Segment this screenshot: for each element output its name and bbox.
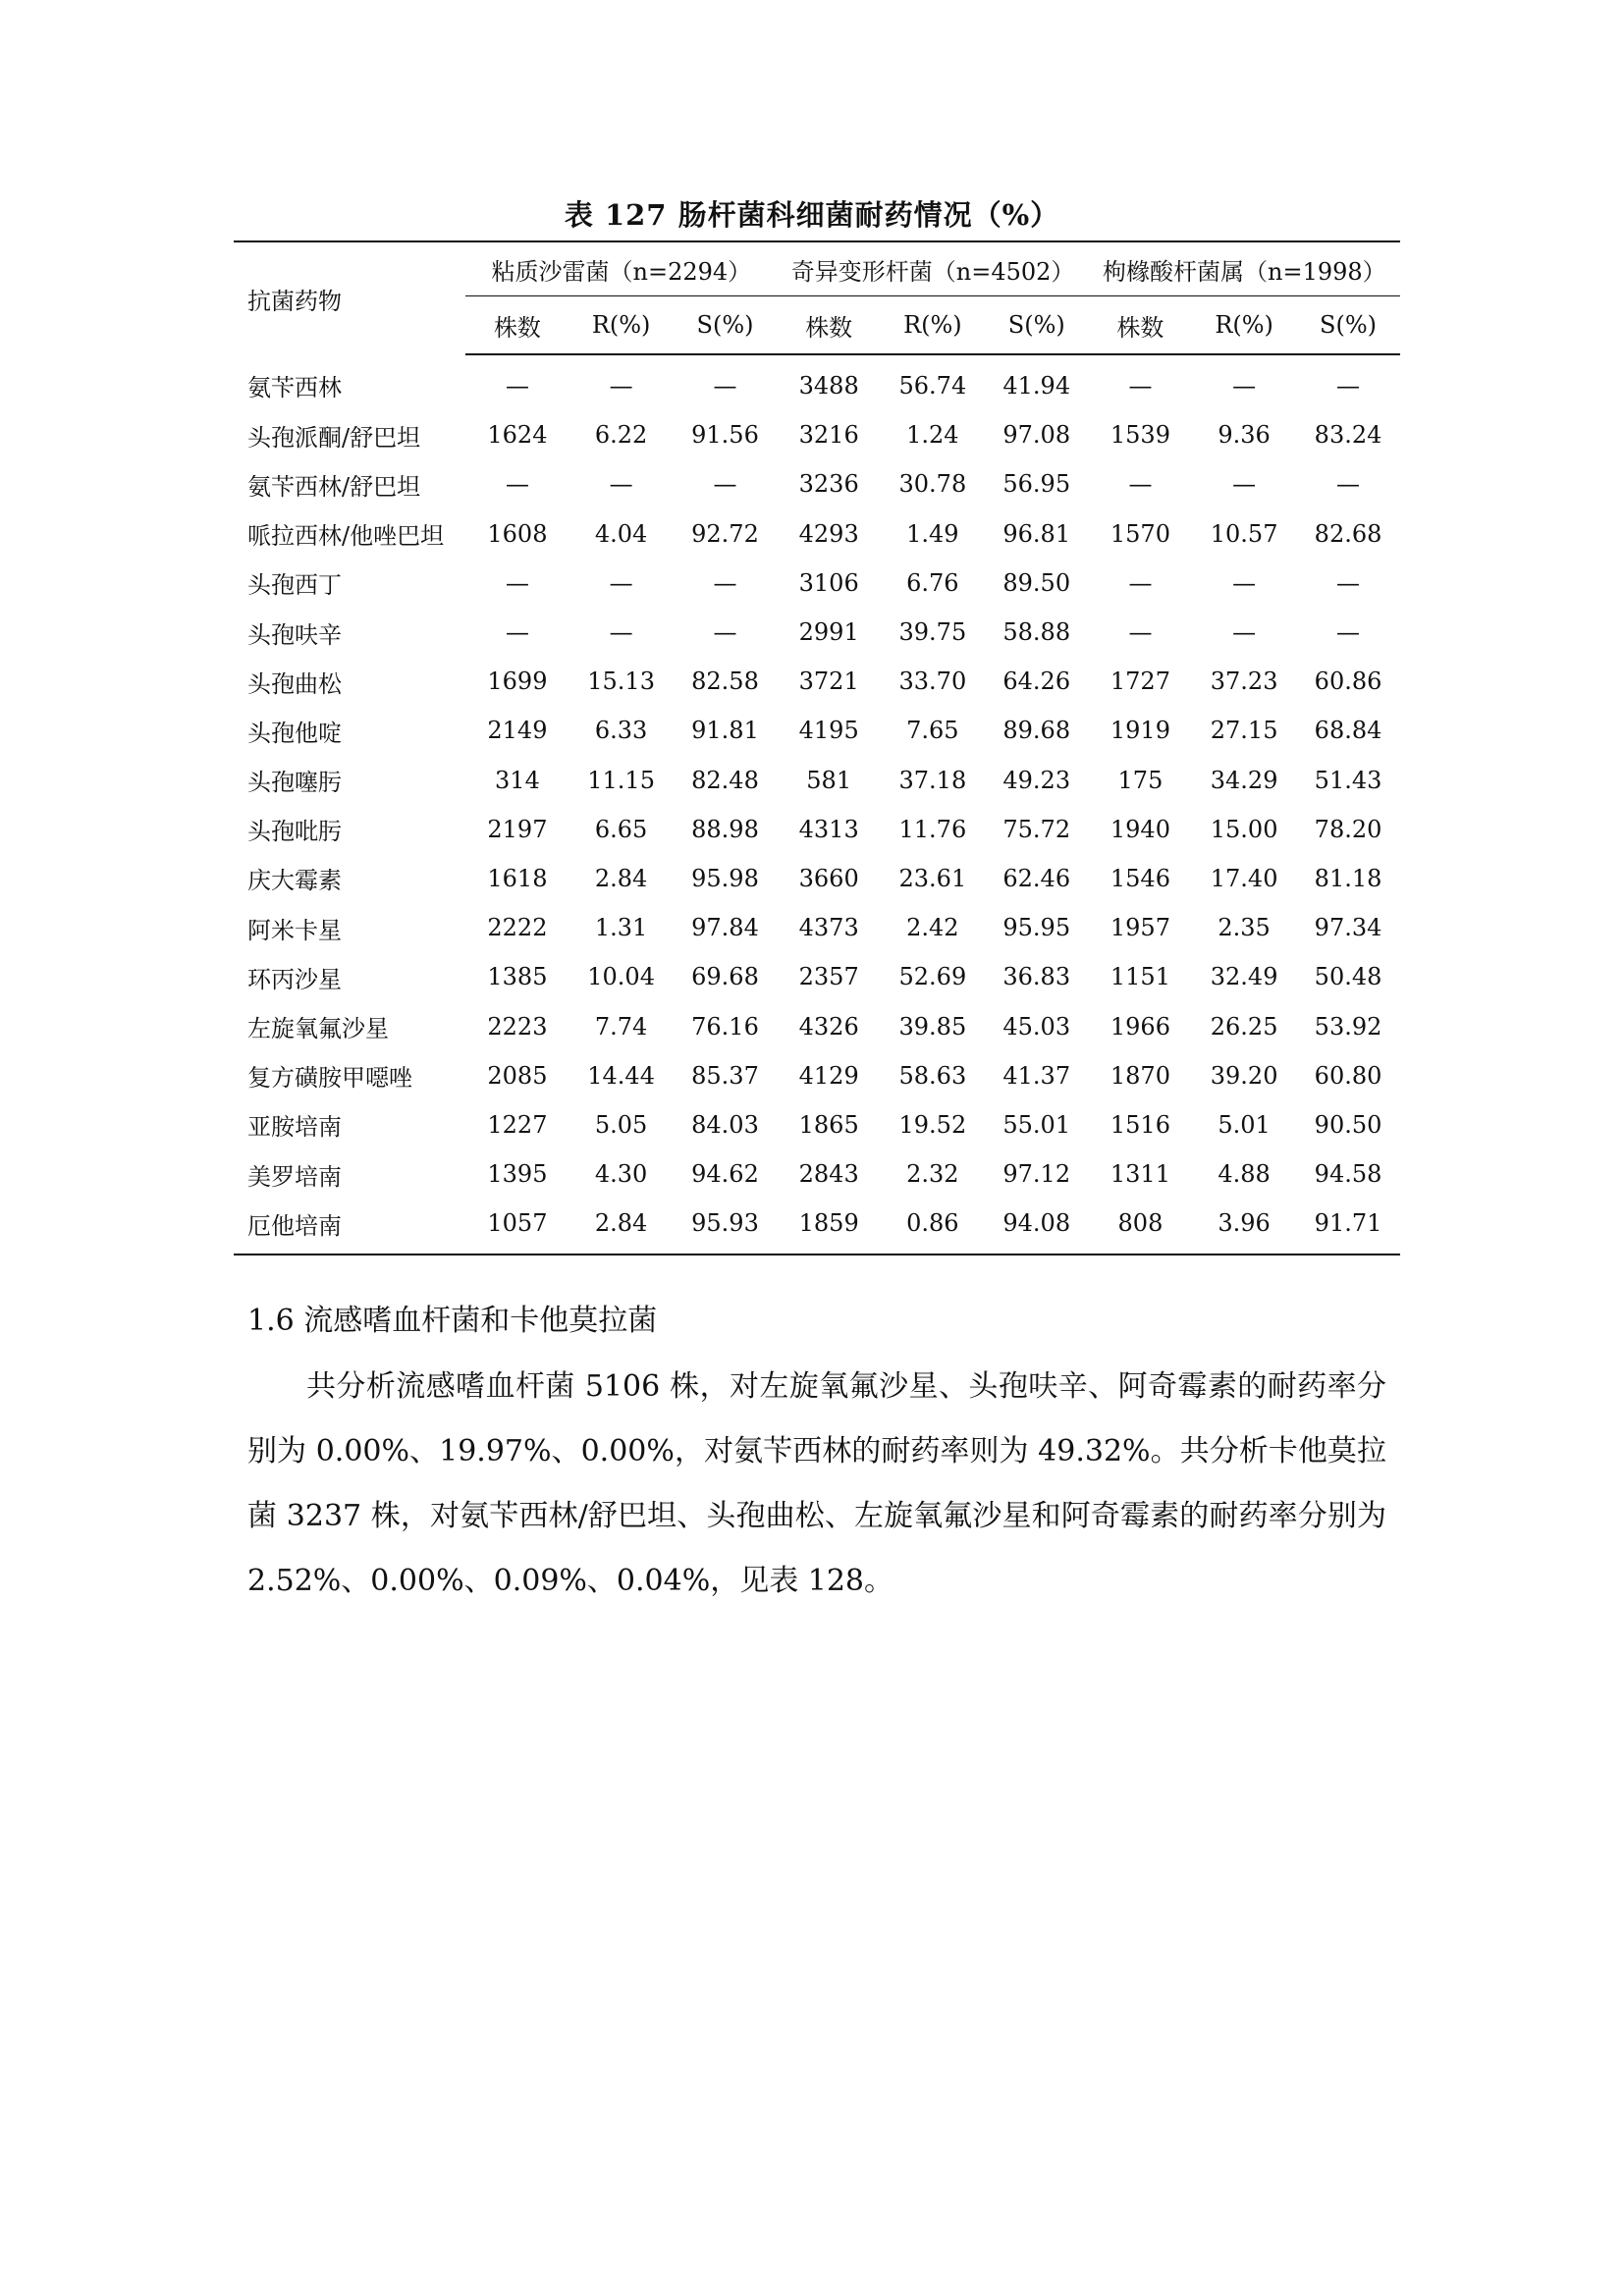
- table-cell: —: [505, 372, 529, 400]
- table-cell: 15.00: [1210, 815, 1278, 843]
- table-row: [234, 1051, 1400, 1100]
- table-cell: 76.16: [691, 1012, 759, 1041]
- table-cell: 1151: [1110, 963, 1170, 991]
- table-cell: —: [1336, 372, 1361, 400]
- table-row: [234, 410, 1400, 459]
- table-cell: 5.01: [1218, 1110, 1271, 1139]
- table-cell: —: [1232, 618, 1257, 647]
- table-cell: 58.63: [898, 1061, 967, 1090]
- table-cell: 49.23: [1002, 766, 1071, 794]
- table-cell: 2149: [487, 717, 548, 745]
- drug-name: 厄他培南: [234, 1199, 465, 1255]
- table-cell: 17.40: [1210, 864, 1278, 892]
- table-cell: 91.56: [691, 421, 759, 450]
- table-cell: 1.24: [906, 421, 959, 450]
- table-cell: 4.30: [594, 1160, 648, 1189]
- table-cell: 26.25: [1210, 1012, 1278, 1041]
- table-cell: 84.03: [691, 1110, 759, 1139]
- table-cell: —: [1336, 618, 1361, 647]
- table-cell: —: [505, 470, 529, 499]
- table-cell: 1385: [487, 963, 548, 991]
- table-cell: 4.88: [1218, 1160, 1271, 1189]
- sub-header: 株数: [465, 296, 568, 355]
- table-cell: 94.08: [985, 1199, 1089, 1255]
- table-cell: —: [1232, 372, 1257, 400]
- table-cell: 11.15: [587, 766, 655, 794]
- table-cell: —: [1336, 568, 1361, 597]
- table-cell: 6.33: [594, 717, 648, 745]
- drug-name: 复方磺胺甲噁唑: [247, 1064, 412, 1093]
- table-cell: 1.31: [594, 914, 648, 942]
- table-cell: 3721: [798, 667, 859, 696]
- table-cell: —: [609, 372, 633, 400]
- table-cell: 97.34: [1314, 914, 1382, 942]
- sub-header: R(%): [1192, 296, 1296, 355]
- table-row: [234, 608, 1400, 657]
- table-cell: 1727: [1110, 667, 1170, 696]
- table-cell: 1.49: [906, 519, 959, 548]
- resistance-table: [234, 240, 1400, 1255]
- table-cell: 33.70: [898, 667, 967, 696]
- sub-header: R(%): [569, 296, 674, 355]
- table-cell: 97.08: [1002, 421, 1071, 450]
- table-row: [234, 903, 1400, 952]
- drug-name: 头孢吡肟: [247, 818, 342, 846]
- table-cell: 14.44: [587, 1061, 655, 1090]
- table-cell: 4195: [798, 717, 859, 745]
- table-cell: 3.96: [1192, 1199, 1296, 1255]
- table-cell: 4293: [798, 519, 859, 548]
- table-cell: —: [1128, 470, 1153, 499]
- table-cell: 1919: [1110, 717, 1170, 745]
- table-cell: 95.93: [674, 1199, 778, 1255]
- table-cell: 85.37: [691, 1061, 759, 1090]
- table-cell: 2843: [798, 1160, 859, 1189]
- table-cell: 1618: [487, 864, 548, 892]
- table-cell: 34.29: [1210, 766, 1278, 794]
- table-cell: 5.05: [594, 1110, 648, 1139]
- table-cell: 39.75: [898, 618, 967, 647]
- table-cell: 1957: [1110, 914, 1170, 942]
- table-cell: 1624: [487, 421, 548, 450]
- table-cell: 1570: [1110, 519, 1170, 548]
- table-cell: 1311: [1110, 1160, 1170, 1189]
- table-cell: 3488: [798, 372, 859, 400]
- table-cell: —: [713, 470, 737, 499]
- table-cell: 2.84: [569, 1199, 674, 1255]
- table-cell: 39.20: [1210, 1061, 1278, 1090]
- table-cell: 6.76: [906, 568, 959, 597]
- table-cell: 81.18: [1314, 864, 1382, 892]
- table-row: [234, 706, 1400, 755]
- table-row: [234, 354, 1400, 410]
- group-header: 奇异变形杆菌（n=4502）: [777, 241, 1088, 296]
- table-cell: 97.84: [691, 914, 759, 942]
- table-cell: 58.88: [1002, 618, 1071, 647]
- table-cell: —: [505, 568, 529, 597]
- table-cell: 82.68: [1314, 519, 1382, 548]
- table-cell: —: [609, 470, 633, 499]
- table-cell: 1865: [798, 1110, 859, 1139]
- drug-name: 庆大霉素: [247, 867, 342, 895]
- table-cell: —: [1232, 470, 1257, 499]
- table-row: [234, 756, 1400, 805]
- sub-header: S(%): [985, 296, 1089, 355]
- table-cell: 1966: [1110, 1012, 1170, 1041]
- table-cell: 7.65: [906, 717, 959, 745]
- table-cell: 15.13: [587, 667, 655, 696]
- table-cell: 27.15: [1210, 717, 1278, 745]
- drug-name: 左旋氧氟沙星: [247, 1015, 389, 1043]
- table-cell: 60.86: [1314, 667, 1382, 696]
- drug-name: 头孢噻肟: [247, 769, 342, 797]
- table-cell: 62.46: [1002, 864, 1071, 892]
- group-header: 枸橼酸杆菌属（n=1998）: [1089, 241, 1400, 296]
- table-cell: 41.94: [1002, 372, 1071, 400]
- table-cell: 78.20: [1314, 815, 1382, 843]
- drug-name: 亚胺培南: [247, 1113, 342, 1142]
- table-cell: 64.26: [1002, 667, 1071, 696]
- table-cell: 82.48: [691, 766, 759, 794]
- table-cell: 6.65: [594, 815, 648, 843]
- table-cell: 95.98: [691, 864, 759, 892]
- table-cell: 91.71: [1296, 1199, 1400, 1255]
- table-cell: 2.32: [906, 1160, 959, 1189]
- table-cell: 56.74: [898, 372, 967, 400]
- table-cell: 41.37: [1002, 1061, 1071, 1090]
- table-row: [234, 1149, 1400, 1199]
- table-cell: 90.50: [1314, 1110, 1382, 1139]
- body-paragraph: 共分析流感嗜血杆菌 5106 株，对左旋氧氟沙星、头孢呋辛、阿奇霉素的耐药率分别为 0.00%、19.97%、0.00%，对氨苄西林的耐药率则为 49.32%。共分析卡他莫拉菌 3237 株，对氨苄西林/舒巴坦、头孢曲松、左旋氧氟沙星和阿奇霉素的耐药率分别为 2.52%、0.00%、0.09%、0.04%，见表 128。: [247, 1369, 1386, 1598]
- sub-header: 株数: [1089, 296, 1192, 355]
- table-cell: 175: [1117, 766, 1164, 794]
- table-cell: —: [1336, 470, 1361, 499]
- table-row: [234, 952, 1400, 1001]
- table-cell: 88.98: [691, 815, 759, 843]
- table-cell: 36.83: [1002, 963, 1071, 991]
- table-cell: 11.76: [898, 815, 967, 843]
- table-cell: 2.35: [1218, 914, 1271, 942]
- table-cell: 7.74: [594, 1012, 648, 1041]
- drug-name: 氨苄西林/舒巴坦: [247, 472, 421, 501]
- table-row: [234, 559, 1400, 608]
- table-cell: 91.81: [691, 717, 759, 745]
- table-cell: 45.03: [1002, 1012, 1071, 1041]
- drug-name: 哌拉西林/他唑巴坦: [247, 522, 445, 551]
- table-row: [234, 805, 1400, 854]
- table-cell: 19.52: [898, 1110, 967, 1139]
- table-row: [234, 1100, 1400, 1149]
- table-cell: 4129: [798, 1061, 859, 1090]
- table-cell: 4373: [798, 914, 859, 942]
- table-cell: 1870: [1110, 1061, 1170, 1090]
- table-cell: 6.22: [594, 421, 648, 450]
- table-cell: 52.69: [898, 963, 967, 991]
- table-cell: 2.84: [594, 864, 648, 892]
- table-cell: 0.86: [881, 1199, 985, 1255]
- drug-name: 头孢他啶: [247, 719, 342, 747]
- table-cell: 2197: [487, 815, 548, 843]
- table-cell: 4326: [798, 1012, 859, 1041]
- table-cell: 51.43: [1314, 766, 1382, 794]
- table-cell: 808: [1089, 1199, 1192, 1255]
- table-cell: 39.85: [898, 1012, 967, 1041]
- table-cell: 1539: [1110, 421, 1170, 450]
- table-cell: —: [713, 568, 737, 597]
- table-cell: —: [713, 618, 737, 647]
- table-cell: 83.24: [1314, 421, 1382, 450]
- table-cell: —: [1232, 568, 1257, 597]
- table-cell: 23.61: [898, 864, 967, 892]
- table-cell: 89.50: [1002, 568, 1071, 597]
- table-row: [234, 1199, 1400, 1255]
- table-cell: 1699: [487, 667, 548, 696]
- table-cell: 314: [495, 766, 540, 794]
- table-cell: 68.84: [1314, 717, 1382, 745]
- table-cell: 37.18: [898, 766, 967, 794]
- table-cell: —: [505, 618, 529, 647]
- table-cell: 96.81: [1002, 519, 1071, 548]
- table-row: [234, 854, 1400, 903]
- group-header: 粘质沙雷菌（n=2294）: [465, 241, 777, 296]
- table-cell: 10.57: [1210, 519, 1278, 548]
- table-row: [234, 1001, 1400, 1050]
- table-cell: 75.72: [1002, 815, 1071, 843]
- table-cell: 94.58: [1314, 1160, 1382, 1189]
- table-cell: 1546: [1110, 864, 1170, 892]
- table-cell: 82.58: [691, 667, 759, 696]
- table-cell: 37.23: [1210, 667, 1278, 696]
- drug-name: 头孢派酮/舒巴坦: [247, 423, 421, 452]
- table-cell: 3236: [798, 470, 859, 499]
- table-row: [234, 657, 1400, 706]
- table-cell: 581: [806, 766, 852, 794]
- table-cell: 32.49: [1210, 963, 1278, 991]
- table-caption: 表 127 肠杆菌科细菌耐药情况（%）: [564, 198, 1060, 232]
- sub-header: 株数: [777, 296, 880, 355]
- table-cell: 50.48: [1314, 963, 1382, 991]
- table-cell: 3106: [798, 568, 859, 597]
- sub-header: R(%): [881, 296, 985, 355]
- table-cell: 92.72: [691, 519, 759, 548]
- drug-name: 环丙沙星: [247, 965, 342, 993]
- table-cell: 2.42: [906, 914, 959, 942]
- table-cell: 60.80: [1314, 1061, 1382, 1090]
- table-cell: 2222: [487, 914, 548, 942]
- table-cell: —: [713, 372, 737, 400]
- table-cell: 2357: [798, 963, 859, 991]
- table-cell: 4.04: [594, 519, 648, 548]
- table-cell: —: [1128, 372, 1153, 400]
- table-cell: 1608: [487, 519, 548, 548]
- table-cell: 4313: [798, 815, 859, 843]
- table-cell: —: [609, 618, 633, 647]
- table-row: [234, 509, 1400, 559]
- col-drug: 抗菌药物: [234, 241, 465, 354]
- table-cell: 1516: [1110, 1110, 1170, 1139]
- table-cell: 95.95: [1002, 914, 1071, 942]
- table-cell: 56.95: [1002, 470, 1071, 499]
- drug-name: 美罗培南: [247, 1162, 342, 1191]
- drug-name: 氨苄西林: [247, 374, 342, 402]
- section-title: 1.6 流感嗜血杆菌和卡他莫拉菌: [247, 1304, 658, 1338]
- sub-header: S(%): [674, 296, 778, 355]
- table-cell: 3216: [798, 421, 859, 450]
- table-cell: 53.92: [1314, 1012, 1382, 1041]
- table-cell: 30.78: [898, 470, 967, 499]
- sub-header: S(%): [1296, 296, 1400, 355]
- drug-name: 头孢西丁: [247, 571, 342, 600]
- table-cell: 1057: [465, 1199, 568, 1255]
- drug-name: 头孢曲松: [247, 669, 342, 698]
- table-cell: 89.68: [1002, 717, 1071, 745]
- drug-name: 阿米卡星: [247, 916, 342, 944]
- table-cell: 9.36: [1218, 421, 1271, 450]
- table-cell: 94.62: [691, 1160, 759, 1189]
- table-cell: 1395: [487, 1160, 548, 1189]
- table-cell: —: [1128, 568, 1153, 597]
- table-cell: 69.68: [691, 963, 759, 991]
- table-cell: 1940: [1110, 815, 1170, 843]
- table-row: [234, 459, 1400, 508]
- table-cell: 97.12: [1002, 1160, 1071, 1189]
- table-cell: 10.04: [587, 963, 655, 991]
- table-cell: 55.01: [1002, 1110, 1071, 1139]
- table-cell: —: [609, 568, 633, 597]
- table-cell: 1859: [777, 1199, 880, 1255]
- table-cell: 2085: [487, 1061, 548, 1090]
- table-cell: 2223: [487, 1012, 548, 1041]
- drug-name: 头孢呋辛: [247, 620, 342, 649]
- table-cell: 1227: [487, 1110, 548, 1139]
- table-cell: —: [1128, 618, 1153, 647]
- table-cell: 2991: [798, 618, 859, 647]
- table-cell: 3660: [798, 864, 859, 892]
